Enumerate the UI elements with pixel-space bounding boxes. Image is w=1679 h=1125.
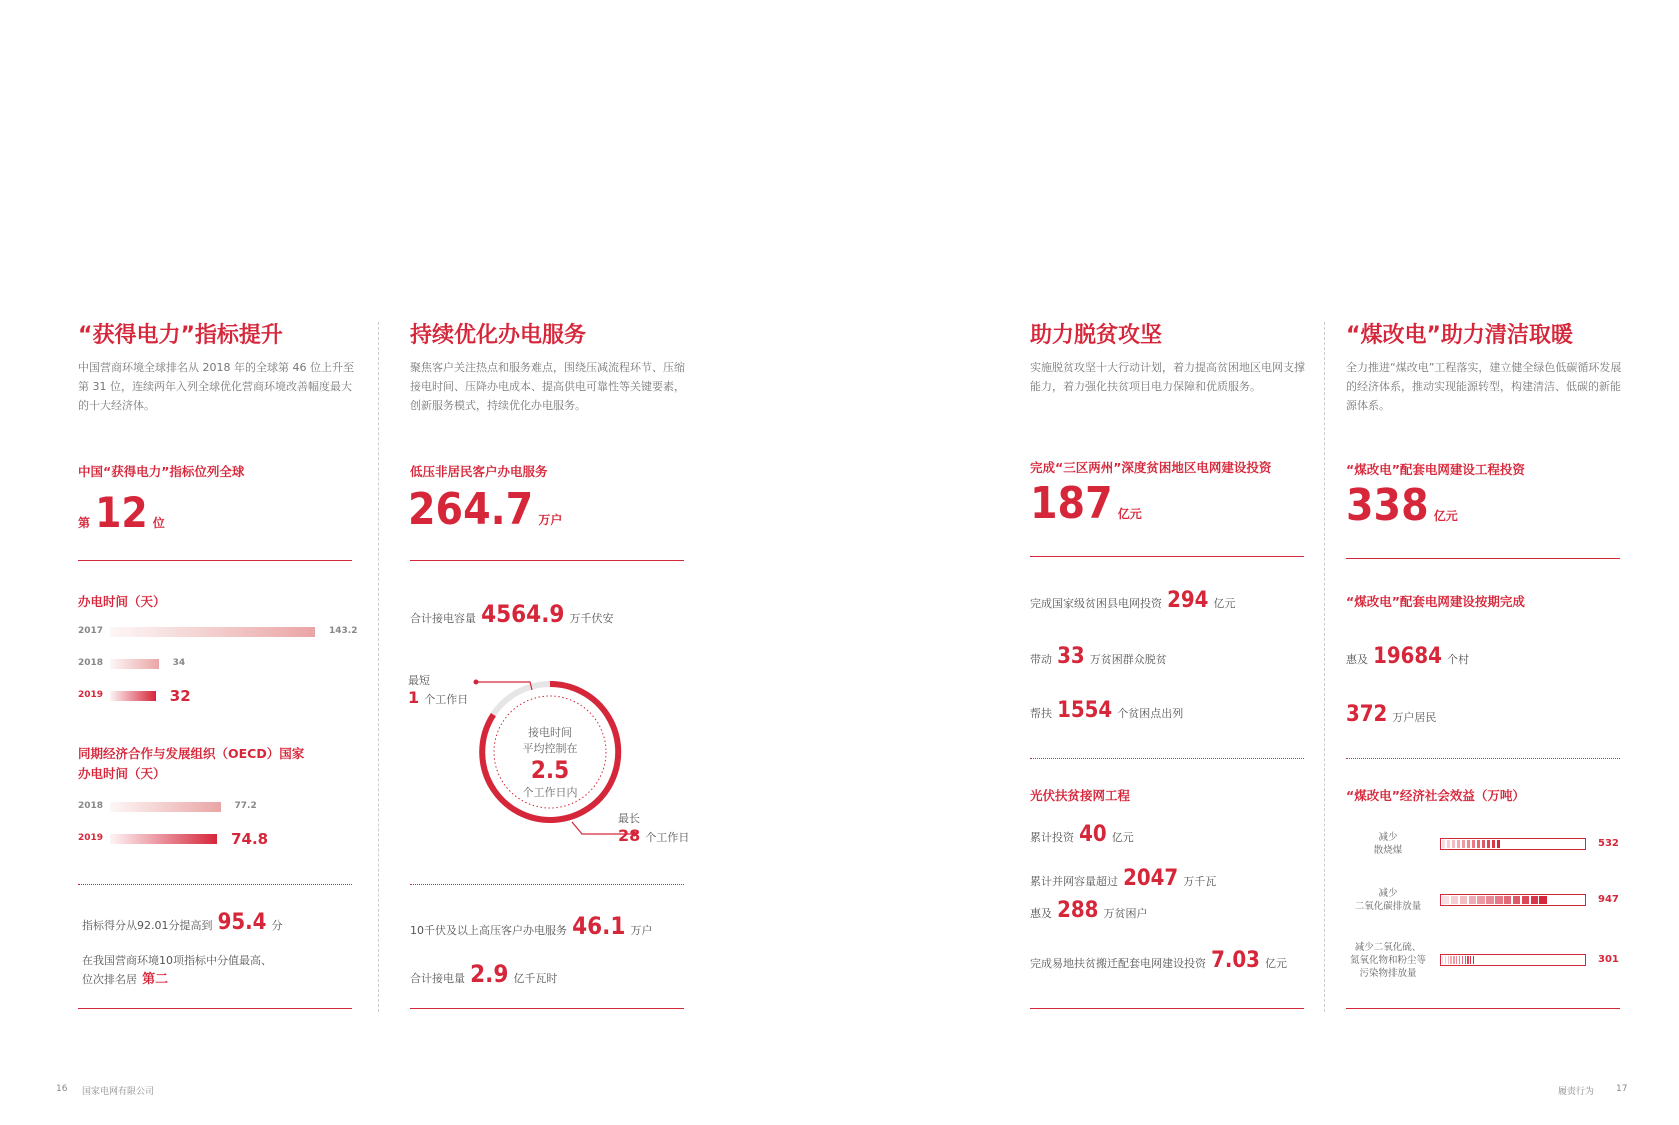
footer-section: 履责行为 <box>1558 1087 1595 1097</box>
section-title-power: “获得电力”指标提升 <box>78 323 283 348</box>
poverty-inv-title: 完成“三区两州”深度贫困地区电网建设投资 <box>1030 460 1272 475</box>
elec-unit: 亿千瓦时 <box>513 972 558 985</box>
bar-year-label: 2018 <box>78 658 104 668</box>
eco-bar-segment <box>1495 896 1502 904</box>
capacity-text: 合计接电容量 <box>410 612 476 625</box>
households-line <box>1346 702 1436 727</box>
pv-benefit-value: 288 <box>1057 898 1099 923</box>
rank-note-text: 位次排名居 <box>82 973 137 986</box>
bar <box>110 659 159 669</box>
hv-unit: 万户 <box>630 924 653 937</box>
bar-value-label: 143.2 <box>329 626 358 636</box>
hv-value: 46.1 <box>572 912 626 940</box>
bar-year-label: 2017 <box>78 626 104 636</box>
eco-bar-segment <box>1539 896 1546 904</box>
oecd-title-line1: 同期经济合作与发展组织（OECD）国家 <box>78 746 305 761</box>
relocation-line <box>1030 948 1287 973</box>
score-line <box>82 910 283 935</box>
eco-bar-segment <box>1497 840 1500 848</box>
lift-text: 带动 <box>1030 653 1052 666</box>
eco-bar-segment <box>1477 840 1480 848</box>
eco-label <box>1333 887 1443 913</box>
section-intro-power: 中国营商环境全球排名从 2018 年的全球第 46 位上升至第 31 位，连续两年入列全球优化营商环境改善幅度最大的十大经济体。 <box>78 361 354 412</box>
dotted-divider <box>1346 758 1620 759</box>
eco-bar-segment <box>1531 896 1538 904</box>
eco-bar-segment <box>1442 956 1443 964</box>
divider <box>410 1008 684 1009</box>
villages-text: 惠及 <box>1346 653 1368 666</box>
ring-line1: 接电时间 <box>528 726 572 739</box>
eco-label-line: 减少 <box>1378 832 1398 843</box>
hv-line <box>410 912 652 940</box>
eco-bar-segment <box>1469 896 1476 904</box>
rank-note-value: 第二 <box>142 972 169 987</box>
max-label: 最长 <box>618 812 640 825</box>
eco-label-line: 氮氧化物和粉尘等 <box>1349 954 1426 966</box>
eco-label-line: 散烧煤 <box>1373 845 1403 856</box>
ring-line3: 个工作日内 <box>522 786 578 799</box>
relocation-value: 7.03 <box>1211 948 1260 973</box>
eco-bar-segment <box>1513 896 1520 904</box>
eco-bar-segment <box>1442 840 1445 848</box>
rank-title: 中国“获得电力”指标位列全球 <box>78 464 245 479</box>
support-unit: 个贫困点出列 <box>1117 707 1184 720</box>
pv-capacity-value: 2047 <box>1123 866 1179 891</box>
eco-label-line: 二氧化碳排放量 <box>1354 901 1422 912</box>
pv-capacity-unit: 万千瓦 <box>1183 875 1217 888</box>
coal-done-title: “煤改电”配套电网建设按期完成 <box>1346 594 1525 609</box>
rank-value: 12 <box>95 488 148 537</box>
county-inv-unit: 亿元 <box>1213 597 1236 610</box>
bar <box>110 627 315 637</box>
capacity-value: 4564.9 <box>481 600 565 628</box>
eco-bar-segment <box>1504 896 1511 904</box>
eco-bar-segment <box>1477 896 1484 904</box>
section-title-poverty: 助力脱贫攻坚 <box>1030 323 1163 348</box>
eco-bar-segment <box>1442 896 1449 904</box>
eco-bar-segment <box>1452 840 1455 848</box>
page-number-left: 16 <box>56 1084 68 1094</box>
bar-value-label: 34 <box>172 658 186 668</box>
score-unit: 分 <box>271 919 283 932</box>
eco-value: 301 <box>1598 954 1619 965</box>
support-value: 1554 <box>1057 698 1113 723</box>
elec-line <box>410 960 557 988</box>
ring-line2: 平均控制在 <box>522 742 578 755</box>
eco-bar-segment <box>1462 956 1463 964</box>
eco-bar-segment <box>1467 840 1470 848</box>
villages-line <box>1346 644 1469 669</box>
pv-benefit-line <box>1030 898 1148 923</box>
bar-year-label: 2019 <box>78 833 104 843</box>
pv-capacity-text: 累计并网容量超过 <box>1030 875 1118 888</box>
coal-inv-value: 338 <box>1346 480 1429 531</box>
bar-year-label: 2019 <box>78 690 104 700</box>
bar-value-label: 77.2 <box>234 801 257 811</box>
lv-title: 低压非居民客户办电服务 <box>410 464 548 479</box>
eco-bar-segment <box>1465 956 1466 964</box>
bar-year-label: 2018 <box>78 801 104 811</box>
eco-bar-segment <box>1457 840 1460 848</box>
coal-inv-figure <box>1346 480 1458 531</box>
county-inv-line <box>1030 588 1236 613</box>
eco-bar-segment <box>1487 840 1490 848</box>
oecd-title-line2: 办电时间（天） <box>78 766 166 781</box>
pv-title: 光伏扶贫接网工程 <box>1030 788 1131 803</box>
villages-value: 19684 <box>1373 644 1442 669</box>
score-text: 指标得分从92.01分提高到 <box>82 919 213 932</box>
coal-inv-unit: 亿元 <box>1433 509 1458 523</box>
lv-value: 264.7 <box>408 484 534 535</box>
divider <box>78 560 352 561</box>
section-intro-service: 聚焦客户关注热点和服务难点，围绕压减流程环节、压缩接电时间、压降办电成本、提高供电可靠性等关键要素，创新服务模式，持续优化办电服务。 <box>410 361 685 412</box>
min-unit: 个工作日 <box>424 693 469 706</box>
eco-bar-segment <box>1450 956 1451 964</box>
bar-value-label: 32 <box>169 687 191 705</box>
support-text: 帮扶 <box>1030 707 1052 720</box>
max-figure <box>618 826 689 845</box>
bar <box>110 802 221 812</box>
eco-bar-segment <box>1486 896 1493 904</box>
pv-benefit-unit: 万贫困户 <box>1103 907 1148 920</box>
divider <box>1030 556 1304 557</box>
eco-value: 947 <box>1598 894 1619 905</box>
coal-inv-title: “煤改电”配套电网建设工程投资 <box>1346 462 1525 477</box>
rank-note-line2 <box>82 968 168 987</box>
poverty-inv-figure <box>1030 478 1142 529</box>
bar <box>110 834 217 844</box>
lift-unit: 万贫困群众脱贫 <box>1089 653 1167 666</box>
lift-value: 33 <box>1057 644 1085 669</box>
eco-bar-segment <box>1460 896 1467 904</box>
households-value: 372 <box>1346 702 1388 727</box>
column-separator <box>1324 322 1325 1012</box>
eco-bar-segment <box>1482 840 1485 848</box>
relocation-text: 完成易地扶贫搬迁配套电网建设投资 <box>1030 957 1206 970</box>
eco-bar-segment <box>1445 956 1446 964</box>
section-intro-coal: 全力推进“煤改电”工程落实，建立健全绿色低碳循环发展的经济体系，推动实现能源转型，构建清洁、低碳的新能源体系。 <box>1346 361 1622 412</box>
eco-bar-segment <box>1456 956 1457 964</box>
elec-text: 合计接电量 <box>410 972 465 985</box>
rank-suffix: 位 <box>152 516 165 530</box>
min-figure <box>408 688 468 707</box>
score-value: 95.4 <box>217 910 267 935</box>
lift-line <box>1030 644 1167 669</box>
days-title: 办电时间（天） <box>78 594 166 609</box>
eco-label <box>1333 831 1443 857</box>
hv-text: 10千伏及以上高压客户办电服务 <box>410 924 567 937</box>
dotted-divider <box>410 884 684 885</box>
section-title-coal: “煤改电”助力清洁取暖 <box>1346 323 1573 348</box>
rank-note-line1: 在我国营商环境10项指标中分值最高、 <box>82 954 272 967</box>
eco-title: “煤改电”经济社会效益（万吨） <box>1346 788 1525 803</box>
bar <box>110 691 156 701</box>
poverty-inv-value: 187 <box>1030 478 1113 529</box>
divider <box>1030 1008 1304 1009</box>
section-intro-poverty: 实施脱贫攻坚十大行动计划，着力提高贫困地区电网支撑能力，着力强化扶贫项目电力保障和优质服务。 <box>1030 361 1305 393</box>
divider <box>78 1008 352 1009</box>
section-title-service: 持续优化办电服务 <box>410 323 587 348</box>
ring-center-text <box>500 724 600 800</box>
divider <box>1346 1008 1620 1009</box>
eco-bar-segment <box>1467 956 1468 964</box>
eco-bar-segment <box>1492 840 1495 848</box>
eco-bar-segment <box>1473 956 1474 964</box>
ring-value: 2.5 <box>530 756 570 784</box>
min-value: 1 <box>408 688 420 707</box>
page-number-right: 17 <box>1616 1084 1628 1094</box>
divider <box>1346 558 1620 559</box>
lv-unit: 万户 <box>538 513 563 527</box>
eco-bar-segment <box>1447 840 1450 848</box>
eco-label-line: 减少二氧化硫、 <box>1354 941 1422 953</box>
min-label: 最短 <box>408 674 430 687</box>
eco-label-line: 污染物排放量 <box>1359 967 1417 979</box>
eco-bar-segment <box>1472 840 1475 848</box>
households-unit: 万户居民 <box>1392 711 1437 724</box>
villages-unit: 个村 <box>1447 653 1470 666</box>
rank-prefix: 第 <box>78 516 91 530</box>
pv-capacity-line <box>1030 866 1216 891</box>
county-inv-text: 完成国家级贫困县电网投资 <box>1030 597 1162 610</box>
pv-invest-line <box>1030 822 1134 847</box>
eco-bar-segment <box>1459 956 1460 964</box>
eco-bar-segment <box>1470 956 1471 964</box>
capacity-unit: 万千伏安 <box>569 612 614 625</box>
pv-invest-value: 40 <box>1079 822 1107 847</box>
county-inv-value: 294 <box>1167 588 1209 613</box>
dotted-divider <box>78 884 352 885</box>
max-unit: 个工作日 <box>645 831 690 844</box>
elec-value: 2.9 <box>470 960 509 988</box>
eco-bar-segment <box>1448 956 1449 964</box>
pv-invest-text: 累计投资 <box>1030 831 1074 844</box>
footer-company: 国家电网有限公司 <box>82 1087 155 1097</box>
max-value: 28 <box>618 826 641 845</box>
poverty-inv-unit: 亿元 <box>1117 507 1142 521</box>
eco-label-line: 减少 <box>1378 888 1398 899</box>
eco-label <box>1333 941 1443 980</box>
bar-value-label: 74.8 <box>231 830 269 848</box>
rank-figure <box>78 488 165 537</box>
eco-bar-segment <box>1522 896 1529 904</box>
support-line <box>1030 698 1183 723</box>
eco-bar-segment <box>1453 956 1454 964</box>
divider <box>410 560 684 561</box>
relocation-unit: 亿元 <box>1265 957 1288 970</box>
eco-bar-segment <box>1462 840 1465 848</box>
pv-invest-unit: 亿元 <box>1111 831 1134 844</box>
dotted-divider <box>1030 758 1304 759</box>
lv-figure <box>408 484 562 535</box>
eco-bar-segment <box>1451 896 1458 904</box>
pv-benefit-text: 惠及 <box>1030 907 1052 920</box>
column-separator <box>378 322 379 1012</box>
eco-value: 532 <box>1598 838 1619 849</box>
capacity-line <box>410 600 614 628</box>
